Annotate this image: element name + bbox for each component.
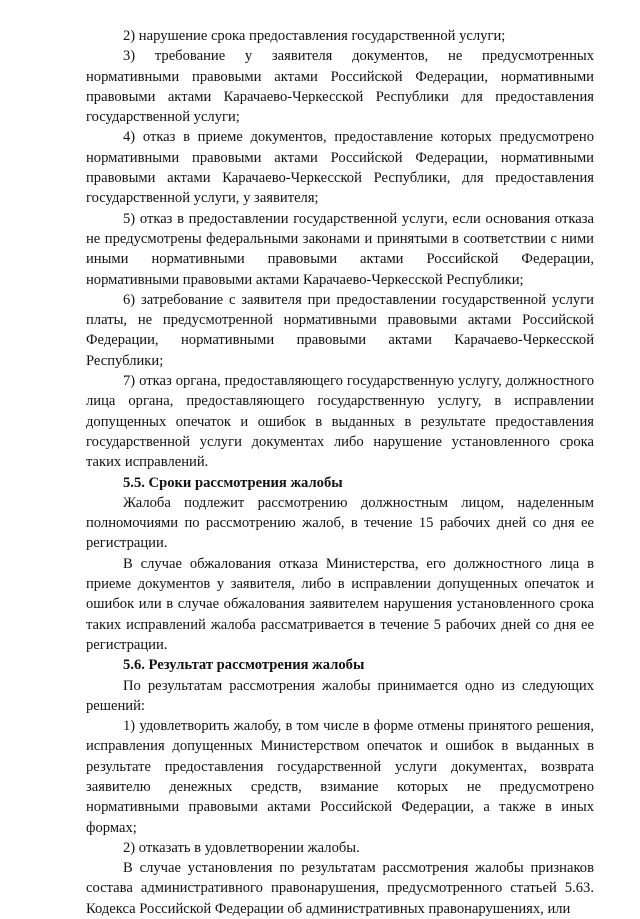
paragraph-offense-case: В случае установления по результатам рассмотрения жалобы признаков состава административного правонарушения, предусмотренного статьей 5.63. Кодекса Российской Федерации об административных правонарушениях, или — [86, 860, 594, 917]
list-item-2: 2) нарушение срока предоставления государственной услуги; — [123, 28, 506, 44]
decision-item-1: 1) удовлетворить жалобу, в том числе в форме отмены принятого решения, исправления допущенных Министерством опечаток и ошибок в выданных в результате предоставления государственной услуги документах, возврата заявителю денежных средств, взимание которых не предусмотрено нормативными правовыми актами Российской Федерации, а также в иных формах; — [86, 718, 594, 836]
paragraph-results-intro: По результатам рассмотрения жалобы принимается одно из следующих решений: — [86, 677, 594, 714]
list-item-4: 4) отказ в приеме документов, предоставление которых предусмотрено нормативными правовыми актами Российской Федерации, нормативными правовыми актами Карачаево-Черкесской Республики, для предоставления государственной услуги, у заявителя; — [86, 129, 594, 207]
paragraph-review-period: Жалоба подлежит рассмотрению должностным лицом, наделенным полномочиями по рассмотрению жалоб, в течение 15 рабочих дней со дня ее регистрации. — [86, 494, 594, 552]
list-item-6: 6) затребование с заявителя при предоставлении государственной услуги платы, не предусмотренной нормативными правовыми актами Российской Федерации, нормативными правовыми актами Карачаево-Черкесской Республики; — [86, 291, 594, 369]
section-heading-5-5: 5.5. Сроки рассмотрения жалобы — [123, 474, 343, 491]
list-item-5: 5) отказ в предоставлении государственной услуги, если основания отказа не предусмотрены федеральными законами и принятыми в соответствии с ними иными нормативными правовыми актами Российской Федерации, нормативными правовыми актами Карачаево-Черкесской Республики; — [86, 210, 594, 288]
paragraph-appeal-refusal: В случае обжалования отказа Министерства, его должностного лица в приеме документов у заявителя, либо в исправлении допущенных опечаток и ошибок или в случае обжалования заявителем нарушения установленного срока таких исправлений жалоба рассматривается в течение 5 рабочих дней со дня ее регистрации. — [86, 555, 594, 653]
decision-item-2: 2) отказать в удовлетворении жалобы. — [123, 839, 360, 856]
list-item-7: 7) отказ органа, предоставляющего государственную услугу, должностного лица органа, предоставляющего государственную услугу, в исправлении допущенных опечаток и ошибок в выданных в результате предоставления государственной услуги документах либо нарушение установленного срока таких исправлений. — [86, 373, 594, 471]
list-item-3: 3) требование у заявителя документов, не предусмотренных нормативными правовыми актами Российской Федерации, нормативными правовыми актами Карачаево-Черкесской Республики для предоставления государственной услуги; — [86, 48, 594, 126]
section-heading-5-6: 5.6. Результат рассмотрения жалобы — [123, 657, 365, 674]
